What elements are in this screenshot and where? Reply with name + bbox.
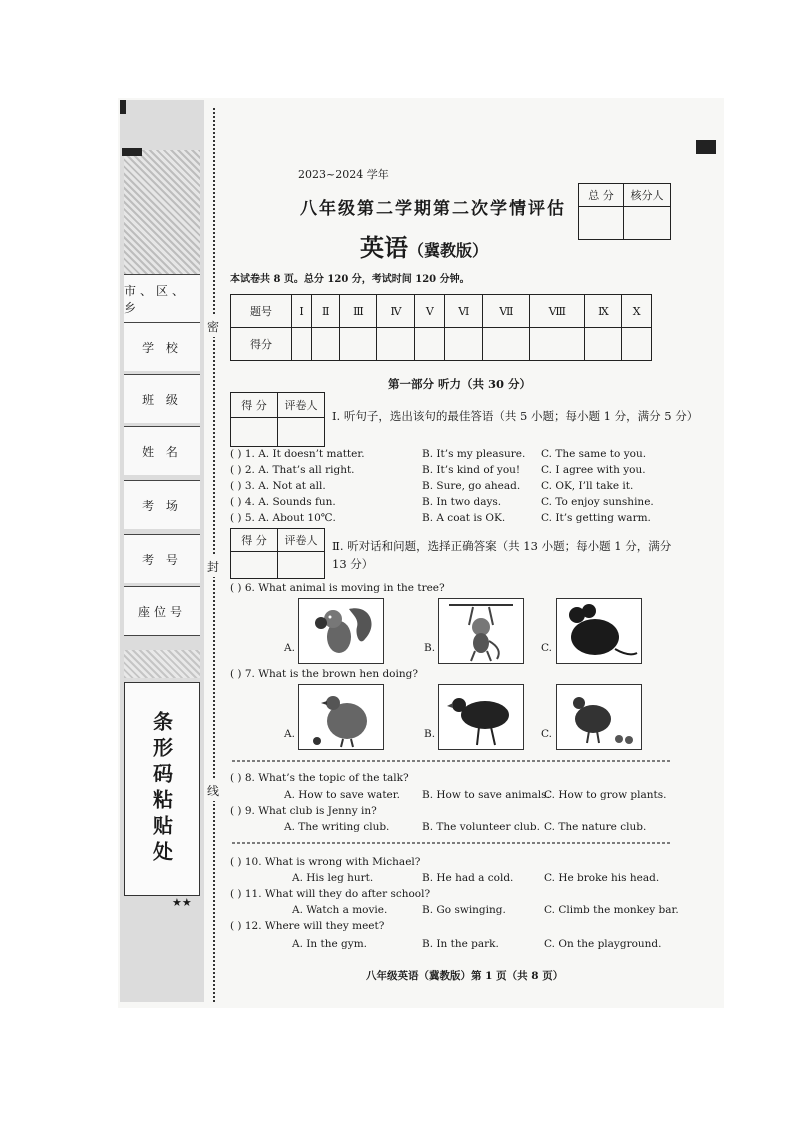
binding-texture — [124, 650, 200, 678]
checker-input[interactable] — [624, 207, 671, 240]
question-item: ( ) 1. A. It doesn’t matter. — [230, 448, 365, 460]
page-footer: 八年级英语（冀教版）第 1 页（共 8 页） — [366, 970, 564, 982]
question-item: ( ) 3. A. Not at all. — [230, 480, 326, 492]
barcode-area — [124, 682, 200, 896]
field-label: 班 级 — [142, 392, 182, 407]
score-input[interactable] — [231, 418, 278, 447]
option: C. OK, I’ll take it. — [541, 480, 634, 492]
option-label: B. — [424, 642, 436, 654]
score-label: 得 分 — [231, 529, 278, 552]
option: C. To enjoy sunshine. — [541, 496, 654, 508]
part-title: 第一部分 听力（共 30 分） — [388, 377, 532, 391]
seal-char: 封 — [207, 556, 219, 577]
hen-icon — [557, 685, 641, 749]
score-cell[interactable] — [377, 328, 415, 361]
row-label: 题号 — [231, 295, 292, 328]
school-year: 2023~2024 学年 — [298, 168, 389, 181]
hen-yarn-picture — [298, 684, 384, 750]
option: C. Climb the monkey bar. — [544, 904, 679, 916]
section-numeral: Ⅵ — [445, 295, 483, 328]
score-cell[interactable] — [622, 328, 652, 361]
score-cell[interactable] — [483, 328, 530, 361]
hen-icon — [439, 685, 523, 749]
field-name — [124, 426, 200, 475]
option: C. The nature club. — [544, 821, 647, 833]
option: A. In the gym. — [292, 938, 367, 950]
option: C. On the playground. — [544, 938, 662, 950]
score-cell[interactable] — [415, 328, 445, 361]
score-cell[interactable] — [445, 328, 483, 361]
total-score-box — [578, 183, 671, 240]
question-item: ( ) 8. What’s the topic of the talk? — [230, 772, 409, 784]
score-label: 得 分 — [231, 393, 278, 418]
field-label: 考 号 — [142, 552, 182, 567]
field-exam-room — [124, 480, 200, 529]
option-label: A. — [284, 642, 295, 654]
section-numeral: Ⅰ — [292, 295, 312, 328]
checker-label: 核分人 — [624, 184, 671, 207]
row-label: 得分 — [231, 328, 292, 361]
section-numeral: Ⅴ — [415, 295, 445, 328]
total-input[interactable] — [579, 207, 624, 240]
option-label: C. — [541, 728, 552, 740]
question-item: ( ) 9. What club is Jenny in? — [230, 805, 377, 817]
option-label: C. — [541, 642, 552, 654]
option: B. It’s my pleasure. — [422, 448, 526, 460]
binding-texture — [124, 150, 200, 274]
seal-line — [213, 108, 215, 1002]
field-exam-number — [124, 534, 200, 583]
mouse-icon — [557, 599, 641, 663]
squirrel-picture — [298, 598, 384, 664]
option: B. How to save animals. — [422, 789, 550, 801]
section-title-cont: 13 分） — [332, 557, 374, 571]
section-numeral: Ⅱ — [311, 295, 339, 328]
field-class — [124, 374, 200, 423]
section-title: Ⅰ. 听句子，选出该句的最佳答语（共 5 小题；每小题 1 分，满分 5 分） — [332, 409, 699, 423]
corner-mark — [696, 140, 716, 154]
stars: ★★ — [172, 896, 192, 909]
option-label: B. — [424, 728, 436, 740]
section-title: Ⅱ. 听对话和问题，选择正确答案（共 13 小题；每小题 1 分，满分 — [332, 539, 672, 553]
score-cell[interactable] — [585, 328, 622, 361]
option: B. Sure, go ahead. — [422, 480, 521, 492]
subject: 英语 — [360, 233, 408, 262]
seal-char: 线 — [207, 780, 219, 801]
reviewer-label: 评卷人 — [278, 529, 325, 552]
option: B. A coat is OK. — [422, 512, 506, 524]
subject-line — [360, 228, 488, 263]
field-label: 座位号 — [137, 604, 186, 619]
field-label: 姓 名 — [142, 444, 182, 459]
score-input[interactable] — [231, 552, 278, 579]
question-item: ( ) 10. What is wrong with Michael? — [230, 856, 421, 868]
option: B. It’s kind of you! — [422, 464, 521, 476]
seal-char: 密 — [207, 316, 219, 337]
option: B. He had a cold. — [422, 872, 514, 884]
question-item: ( ) 11. What will they do after school? — [230, 888, 431, 900]
option: B. In two days. — [422, 496, 502, 508]
question-item: ( ) 12. Where will they meet? — [230, 920, 385, 932]
question-item: ( ) 4. A. Sounds fun. — [230, 496, 336, 508]
exam-title: 八年级第二学期第二次学情评估 — [300, 199, 566, 219]
section-numeral: Ⅸ — [585, 295, 622, 328]
option: A. How to save water. — [284, 789, 400, 801]
option: A. The writing club. — [284, 821, 390, 833]
mouse-picture — [556, 598, 642, 664]
section-numeral: Ⅹ — [622, 295, 652, 328]
barcode-label: 条形码粘贴处 — [149, 711, 174, 867]
option: B. Go swinging. — [422, 904, 506, 916]
option: B. In the park. — [422, 938, 499, 950]
score-cell[interactable] — [311, 328, 339, 361]
section-numeral: Ⅷ — [530, 295, 585, 328]
section-score-box — [230, 528, 325, 579]
field-label: 考 场 — [142, 498, 182, 513]
question-item: ( ) 6. What animal is moving in the tree? — [230, 582, 445, 594]
score-cell[interactable] — [340, 328, 377, 361]
option: C. I agree with you. — [541, 464, 646, 476]
reviewer-input[interactable] — [278, 552, 325, 579]
option: A. His leg hurt. — [292, 872, 374, 884]
section-numeral: Ⅳ — [377, 295, 415, 328]
question-item: ( ) 2. A. That’s all right. — [230, 464, 355, 476]
field-seat — [124, 586, 200, 636]
corner-mark — [120, 100, 126, 114]
section-numeral: Ⅲ — [340, 295, 377, 328]
score-table — [230, 294, 652, 361]
hen-icon — [299, 685, 383, 749]
reviewer-input[interactable] — [278, 418, 325, 447]
hen-chicks-picture — [556, 684, 642, 750]
score-cell[interactable] — [292, 328, 312, 361]
hen-walking-picture — [438, 684, 524, 750]
exam-info: 本试卷共 8 页。总分 120 分，考试时间 120 分钟。 — [230, 274, 470, 285]
field-label: 学 校 — [142, 340, 182, 355]
option: C. The same to you. — [541, 448, 647, 460]
reviewer-label: 评卷人 — [278, 393, 325, 418]
option: C. How to grow plants. — [544, 789, 667, 801]
option: A. Watch a movie. — [292, 904, 388, 916]
field-district — [124, 274, 200, 323]
monkey-icon — [439, 599, 523, 663]
option: C. He broke his head. — [544, 872, 660, 884]
option: C. It’s getting warm. — [541, 512, 651, 524]
section-score-box — [230, 392, 325, 447]
total-label: 总 分 — [579, 184, 624, 207]
question-item: ( ) 5. A. About 10℃. — [230, 512, 336, 524]
edition: （冀教版） — [408, 241, 489, 260]
option: B. The volunteer club. — [422, 821, 540, 833]
field-label: 市、区、乡 — [124, 284, 189, 315]
field-school — [124, 322, 200, 371]
monkey-picture — [438, 598, 524, 664]
question-item: ( ) 7. What is the brown hen doing? — [230, 668, 418, 680]
corner-mark — [122, 148, 142, 156]
score-cell[interactable] — [530, 328, 585, 361]
option-label: A. — [284, 728, 295, 740]
section-numeral: Ⅶ — [483, 295, 530, 328]
squirrel-icon — [299, 599, 383, 663]
